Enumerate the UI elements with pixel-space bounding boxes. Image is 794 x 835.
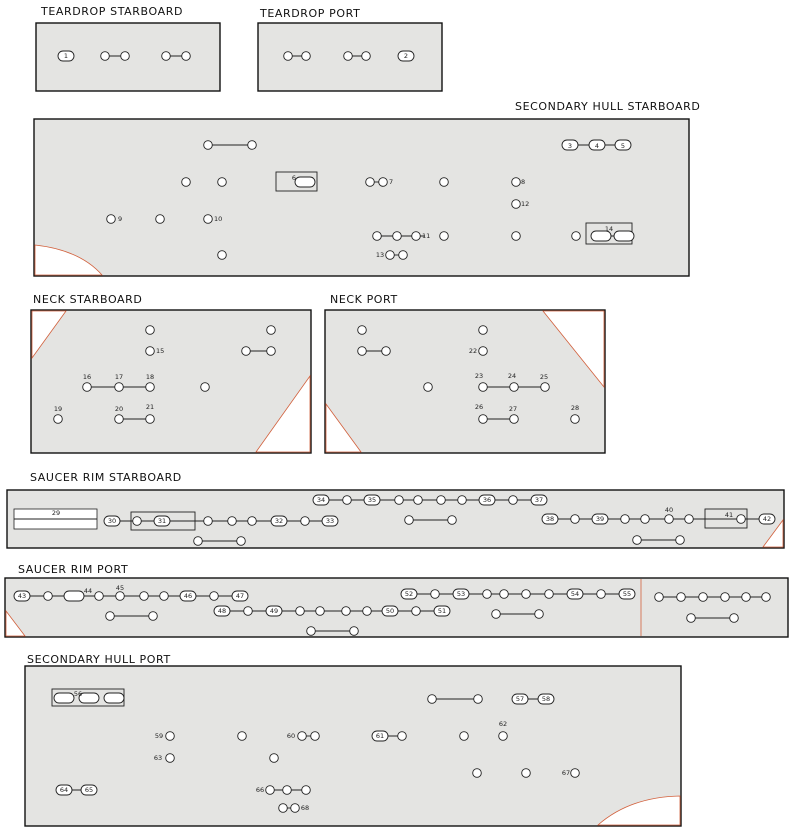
led-hole [238, 732, 247, 741]
led-hole [242, 347, 251, 356]
led-hole [204, 141, 213, 150]
led-number-label: 15 [156, 347, 165, 355]
led-hole [284, 52, 293, 61]
led-hole [228, 517, 237, 526]
led-hole [512, 232, 521, 241]
led-hole [204, 517, 213, 526]
led-number-label: 11 [422, 232, 431, 240]
led-number-label: 8 [521, 178, 526, 186]
led-number-label: 50 [385, 607, 395, 615]
led-hole [571, 515, 580, 524]
led-number-label: 37 [534, 496, 544, 504]
title-teardrop-starboard: TEARDROP STARBOARD [41, 5, 184, 18]
led-hole [677, 593, 686, 602]
led-hole [182, 52, 191, 61]
led-number-label: 41 [724, 511, 734, 519]
led-hole [146, 415, 155, 424]
led-hole [572, 232, 581, 241]
led-hole [160, 592, 169, 601]
led-number-label: 5 [620, 142, 626, 150]
led-number-label: 21 [145, 403, 155, 411]
led-hole [414, 496, 423, 505]
led-hole [699, 593, 708, 602]
led-number-label: 9 [118, 215, 123, 223]
led-number-label: 38 [545, 515, 555, 523]
led-hole [687, 614, 696, 623]
led-number-label: 19 [53, 405, 63, 413]
title-secondary-hull-starboard: SECONDARY HULL STARBOARD [515, 100, 701, 113]
led-number-label: 47 [235, 592, 245, 600]
led-number-label: 6 [291, 174, 297, 182]
led-hole [166, 754, 175, 763]
led-number-label: 17 [114, 373, 124, 381]
led-number-label: 35 [367, 496, 377, 504]
led-hole [115, 383, 124, 392]
secondary-hull-port-panel [25, 666, 681, 826]
led-number-label: 28 [570, 404, 580, 412]
led-hole [182, 178, 191, 187]
led-hole [412, 607, 421, 616]
led-hole [509, 496, 518, 505]
led-hole [156, 215, 165, 224]
led-hole [237, 537, 246, 546]
led-number-label: 40 [664, 506, 674, 514]
led-number-label: 63 [153, 754, 163, 762]
led-hole [762, 593, 771, 602]
led-hole [597, 590, 606, 599]
led-number-label: 65 [84, 786, 94, 794]
led-hole [395, 496, 404, 505]
led-number-label: 46 [183, 592, 193, 600]
led-hole [244, 607, 253, 616]
led-number-label: 56 [73, 690, 83, 698]
led-number-label: 26 [474, 403, 484, 411]
led-hole [655, 593, 664, 602]
led-number-label: 34 [316, 496, 326, 504]
led-number-label: 16 [82, 373, 92, 381]
led-hole [296, 607, 305, 616]
led-hole [571, 415, 580, 424]
led-hole [398, 732, 407, 741]
led-hole [405, 516, 414, 525]
led-hole [641, 515, 650, 524]
title-teardrop-port: TEARDROP PORT [260, 7, 361, 20]
led-hole [358, 347, 367, 356]
led-number-label: 66 [255, 786, 265, 794]
led-hole [343, 496, 352, 505]
led-hole [685, 515, 694, 524]
led-hole [500, 590, 509, 599]
led-hole [279, 804, 288, 813]
led-number-label: 25 [539, 373, 549, 381]
led-hole [298, 732, 307, 741]
led-hole [522, 590, 531, 599]
led-hole [479, 383, 488, 392]
led-hole [474, 695, 483, 704]
led-number-label: 43 [17, 592, 27, 600]
led-hole [473, 769, 482, 778]
led-hole [522, 769, 531, 778]
led-number-label: 29 [51, 509, 61, 517]
led-slot [104, 693, 124, 703]
led-slot [614, 231, 634, 241]
led-hole [363, 607, 372, 616]
led-hole [307, 627, 316, 636]
led-number-label: 49 [269, 607, 279, 615]
led-hole [266, 786, 275, 795]
led-slot [54, 693, 74, 703]
led-number-label: 67 [561, 769, 571, 777]
led-hole [676, 536, 685, 545]
title-neck-port: NECK PORT [330, 293, 398, 306]
led-hole [316, 607, 325, 616]
title-saucer-rim-starboard: SAUCER RIM STARBOARD [30, 471, 182, 484]
led-number-label: 42 [762, 515, 772, 523]
led-hole [571, 769, 580, 778]
led-hole [194, 537, 203, 546]
led-number-label: 2 [403, 52, 409, 60]
led-number-label: 24 [507, 372, 517, 380]
led-hole [483, 590, 492, 599]
led-hole [248, 517, 257, 526]
led-number-label: 27 [508, 405, 518, 413]
led-number-label: 55 [622, 590, 632, 598]
led-hole [458, 496, 467, 505]
led-hole [302, 786, 311, 795]
led-number-label: 64 [59, 786, 69, 794]
led-hole [218, 178, 227, 187]
led-hole [291, 804, 300, 813]
led-hole [146, 383, 155, 392]
led-number-label: 32 [274, 517, 284, 525]
led-hole [248, 141, 257, 150]
led-number-label: 31 [157, 517, 167, 525]
led-hole [366, 178, 375, 187]
led-hole [621, 515, 630, 524]
led-number-label: 39 [595, 515, 605, 523]
led-hole [44, 592, 53, 601]
led-hole [121, 52, 130, 61]
led-hole [721, 593, 730, 602]
led-hole [133, 517, 142, 526]
led-hole [428, 695, 437, 704]
led-number-label: 60 [286, 732, 296, 740]
led-hole [545, 590, 554, 599]
led-number-label: 58 [541, 695, 551, 703]
led-hole [541, 383, 550, 392]
led-hole [512, 178, 521, 187]
led-hole [107, 215, 116, 224]
led-hole [106, 612, 115, 621]
led-hole [311, 732, 320, 741]
led-hole [431, 590, 440, 599]
led-hole [140, 592, 149, 601]
led-number-label: 33 [325, 517, 335, 525]
led-hole [479, 326, 488, 335]
title-saucer-rim-port: SAUCER RIM PORT [18, 563, 129, 576]
led-hole [479, 415, 488, 424]
led-hole [204, 215, 213, 224]
led-hole [149, 612, 158, 621]
led-hole [379, 178, 388, 187]
led-hole [633, 536, 642, 545]
led-number-label: 13 [375, 251, 385, 259]
led-hole [162, 52, 171, 61]
led-hole [412, 232, 421, 241]
led-hole [146, 347, 155, 356]
led-slot [295, 177, 315, 187]
led-hole [499, 732, 508, 741]
led-number-label: 59 [154, 732, 164, 740]
led-hole [115, 415, 124, 424]
led-number-label: 4 [594, 142, 600, 150]
led-hole [166, 732, 175, 741]
led-hole [424, 383, 433, 392]
led-number-label: 57 [515, 695, 525, 703]
led-hole [302, 52, 311, 61]
led-hole [83, 383, 92, 392]
led-hole [218, 251, 227, 260]
led-number-label: 36 [482, 496, 492, 504]
led-number-label: 62 [498, 720, 508, 728]
led-hole [393, 232, 402, 241]
led-hole [283, 786, 292, 795]
led-number-label: 61 [375, 732, 385, 740]
led-hole [101, 52, 110, 61]
led-hole [460, 732, 469, 741]
led-number-label: 12 [521, 200, 530, 208]
led-hole [382, 347, 391, 356]
led-hole [362, 52, 371, 61]
led-hole [399, 251, 408, 260]
led-hole [512, 200, 521, 209]
led-hole [730, 614, 739, 623]
led-hole [267, 347, 276, 356]
led-number-label: 51 [437, 607, 447, 615]
led-hole [742, 593, 751, 602]
led-number-label: 54 [570, 590, 580, 598]
led-hole [665, 515, 674, 524]
led-number-label: 52 [404, 590, 414, 598]
led-hole [350, 627, 359, 636]
led-number-label: 44 [83, 587, 93, 595]
led-number-label: 23 [474, 372, 484, 380]
led-hole [267, 326, 276, 335]
led-number-label: 30 [107, 517, 117, 525]
led-hole [95, 592, 104, 601]
led-hole [373, 232, 382, 241]
led-slot [64, 591, 84, 601]
led-hole [146, 326, 155, 335]
led-hole [510, 383, 519, 392]
led-number-label: 53 [456, 590, 466, 598]
title-secondary-hull-port: SECONDARY HULL PORT [27, 653, 171, 666]
led-hole [54, 415, 63, 424]
led-number-label: 18 [145, 373, 155, 381]
led-hole [270, 754, 279, 763]
led-hole [116, 592, 125, 601]
led-number-label: 7 [389, 178, 394, 186]
led-hole [358, 326, 367, 335]
led-number-label: 3 [567, 142, 573, 150]
led-number-label: 10 [214, 215, 223, 223]
led-number-label: 48 [217, 607, 227, 615]
led-number-label: 14 [604, 225, 614, 233]
led-number-label: 45 [115, 584, 125, 592]
led-hole [510, 415, 519, 424]
led-hole [437, 496, 446, 505]
led-hole [448, 516, 457, 525]
led-hole [737, 515, 746, 524]
led-hole [344, 52, 353, 61]
led-hole [479, 347, 488, 356]
led-number-label: 68 [300, 804, 310, 812]
led-hole [492, 610, 501, 619]
led-number-label: 1 [63, 52, 69, 60]
led-hole [201, 383, 210, 392]
led-number-label: 22 [468, 347, 478, 355]
led-hole [342, 607, 351, 616]
led-hole [210, 592, 219, 601]
title-neck-starboard: NECK STARBOARD [33, 293, 143, 306]
led-hole [440, 232, 449, 241]
led-hole [440, 178, 449, 187]
led-hole [386, 251, 395, 260]
led-hole [535, 610, 544, 619]
led-hole [301, 517, 310, 526]
led-number-label: 20 [114, 405, 124, 413]
